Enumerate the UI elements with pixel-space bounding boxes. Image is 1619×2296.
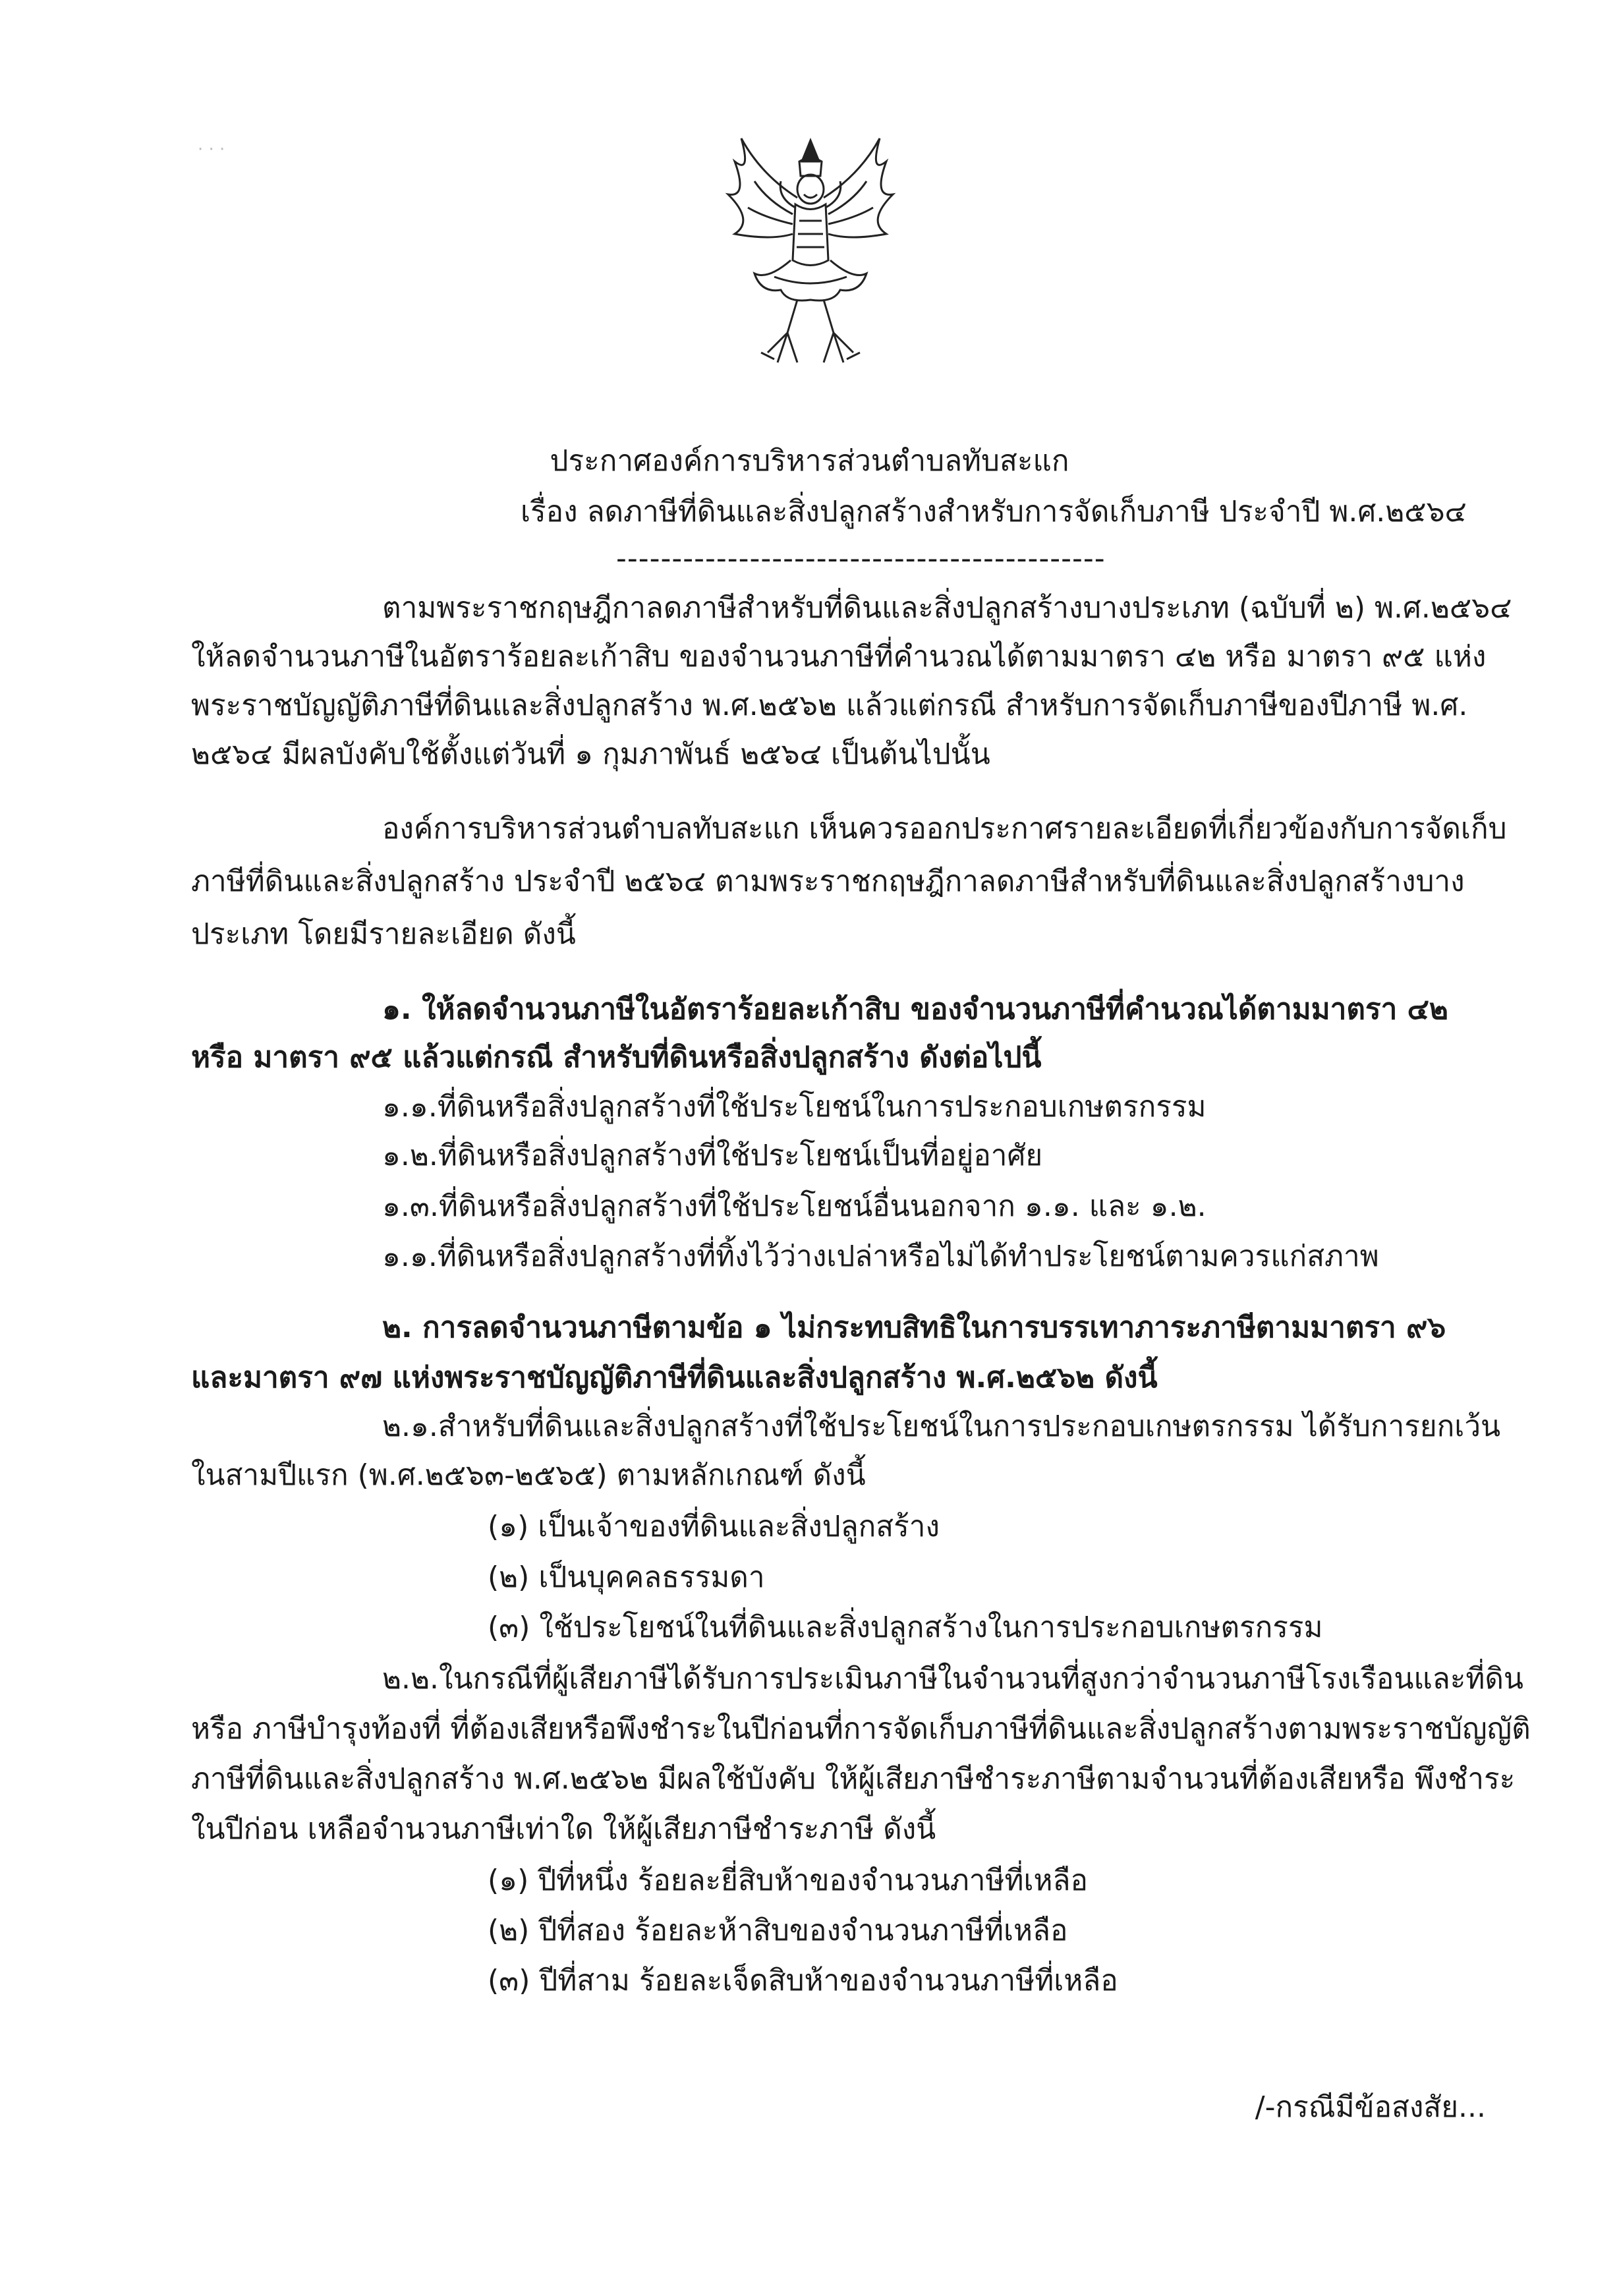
para2-line-2: ภาษีที่ดินและสิ่งปลูกสร้าง ประจำปี ๒๕๖๔ ตามพระราชกฤษฎีกาลดภาษีสำหรับที่ดินและสิ่งปลูกสร้างบาง: [191, 865, 1465, 898]
section2-heading-line-1: ๒. การลดจำนวนภาษีตามข้อ ๑ ไม่กระทบสิทธิในการบรรเทาภาระภาษีตามมาตรา ๙๖: [382, 1311, 1446, 1344]
section1-item: ๑.๑.ที่ดินหรือสิ่งปลูกสร้างที่ทิ้งไว้ว่างเปล่าหรือไม่ได้ทำประโยชน์ตามควรแก่สภาพ: [382, 1240, 1379, 1273]
intro-line-3: พระราชบัญญัติภาษีที่ดินและสิ่งปลูกสร้าง พ.ศ.๒๕๖๒ แล้วแต่กรณี สำหรับการจัดเก็บภาษีของปีภาษี พ.ศ.: [191, 689, 1468, 722]
section1-heading-line-2: หรือ มาตรา ๙๕ แล้วแต่กรณี สำหรับที่ดินหรือสิ่งปลูกสร้าง ดังต่อไปนี้: [191, 1041, 1042, 1074]
intro-line-1: ตามพระราชกฤษฎีกาลดภาษีสำหรับที่ดินและสิ่งปลูกสร้างบางประเภท (ฉบับที่ ๒) พ.ศ.๒๕๖๔: [382, 591, 1512, 625]
section2-sub2-line-4: ในปีก่อน เหลือจำนวนภาษีเท่าใด ให้ผู้เสียภาษีชำระภาษี ดังนี้: [191, 1812, 936, 1846]
section1-item: ๑.๒.ที่ดินหรือสิ่งปลูกสร้างที่ใช้ประโยชน์เป็นที่อยู่อาศัย: [382, 1139, 1043, 1172]
section2-sub2-line-2: หรือ ภาษีบำรุงท้องที่ ที่ต้องเสียหรือพึงชำระในปีก่อนที่การจัดเก็บภาษีที่ดินและสิ่งปลูกสร้างตามพระราชบัญญัติ: [191, 1712, 1531, 1746]
year-item: (๑) ปีที่หนึ่ง ร้อยละยี่สิบห้าของจำนวนภาษีที่เหลือ: [488, 1864, 1088, 1897]
garuda-emblem-icon: [715, 135, 906, 379]
para2-line-3: ประเภท โดยมีรายละเอียด ดังนี้: [191, 917, 576, 951]
section1-item: ๑.๓.ที่ดินหรือสิ่งปลูกสร้างที่ใช้ประโยชน์อื่นนอกจาก ๑.๑. และ ๑.๒.: [382, 1190, 1207, 1223]
intro-line-4: ๒๕๖๔ มีผลบังคับใช้ตั้งแต่วันที่ ๑ กุมภาพันธ์ ๒๕๖๔ เป็นต้นไปนั้น: [191, 737, 990, 771]
section1-item: ๑.๑.ที่ดินหรือสิ่งปลูกสร้างที่ใช้ประโยชน์ในการประกอบเกษตรกรรม: [382, 1090, 1207, 1124]
section2-sub1-line-1: ๒.๑.สำหรับที่ดินและสิ่งปลูกสร้างที่ใช้ประโยชน์ในการประกอบเกษตรกรรม ได้รับการยกเว้น: [382, 1410, 1501, 1443]
divider: --------------------------------------------: [616, 542, 1106, 575]
para2-line-1: องค์การบริหารส่วนตำบลทับสะแก เห็นควรออกประกาศรายละเอียดที่เกี่ยวข้องกับการจัดเก็บ: [382, 812, 1507, 846]
section2-heading-line-2: และมาตรา ๙๗ แห่งพระราชบัญญัติภาษีที่ดินและสิ่งปลูกสร้าง พ.ศ.๒๕๖๒ ดังนี้: [191, 1361, 1158, 1394]
intro-line-2: ให้ลดจำนวนภาษีในอัตราร้อยละเก้าสิบ ของจำนวนภาษีที่คำนวณได้ตามมาตรา ๔๒ หรือ มาตรา ๙๕ แห่ง: [191, 640, 1487, 674]
scan-artifact: · · ·: [198, 140, 225, 159]
criteria-item: (๓) ใช้ประโยชน์ในที่ดินและสิ่งปลูกสร้างในการประกอบเกษตรกรรม: [488, 1611, 1323, 1644]
section2-sub2-line-3: ภาษีที่ดินและสิ่งปลูกสร้าง พ.ศ.๒๕๖๒ มีผลใช้บังคับ ให้ผู้เสียภาษีชำระภาษีตามจำนวนที่ต้องเสียหรือ พึงชำระ: [191, 1762, 1516, 1796]
criteria-item: (๑) เป็นเจ้าของที่ดินและสิ่งปลูกสร้าง: [488, 1510, 940, 1543]
announcement-subject: เรื่อง ลดภาษีที่ดินและสิ่งปลูกสร้างสำหรับการจัดเก็บภาษี ประจำปี พ.ศ.๒๕๖๔: [521, 495, 1467, 529]
section1-heading-line-1: ๑. ให้ลดจำนวนภาษีในอัตราร้อยละเก้าสิบ ของจำนวนภาษีที่คำนวณได้ตามมาตรา ๔๒: [382, 992, 1448, 1026]
continuation-note: /-กรณีมีข้อสงสัย...: [1255, 2090, 1486, 2124]
section2-sub2-line-1: ๒.๒.ในกรณีที่ผู้เสียภาษีได้รับการประเมินภาษีในจำนวนที่สูงกว่าจำนวนภาษีโรงเรือนและที่ดิน: [382, 1662, 1524, 1696]
announcement-title: ประกาศองค์การบริหารส่วนตำบลทับสะแก: [550, 444, 1069, 478]
section2-sub1-line-2: ในสามปีแรก (พ.ศ.๒๕๖๓-๒๕๖๕) ตามหลักเกณฑ์ ดังนี้: [191, 1458, 866, 1492]
criteria-item: (๒) เป็นบุคคลธรรมดา: [488, 1561, 765, 1594]
year-item: (๓) ปีที่สาม ร้อยละเจ็ดสิบห้าของจำนวนภาษีที่เหลือ: [488, 1964, 1118, 1997]
year-item: (๒) ปีที่สอง ร้อยละห้าสิบของจำนวนภาษีที่เหลือ: [488, 1914, 1068, 1947]
